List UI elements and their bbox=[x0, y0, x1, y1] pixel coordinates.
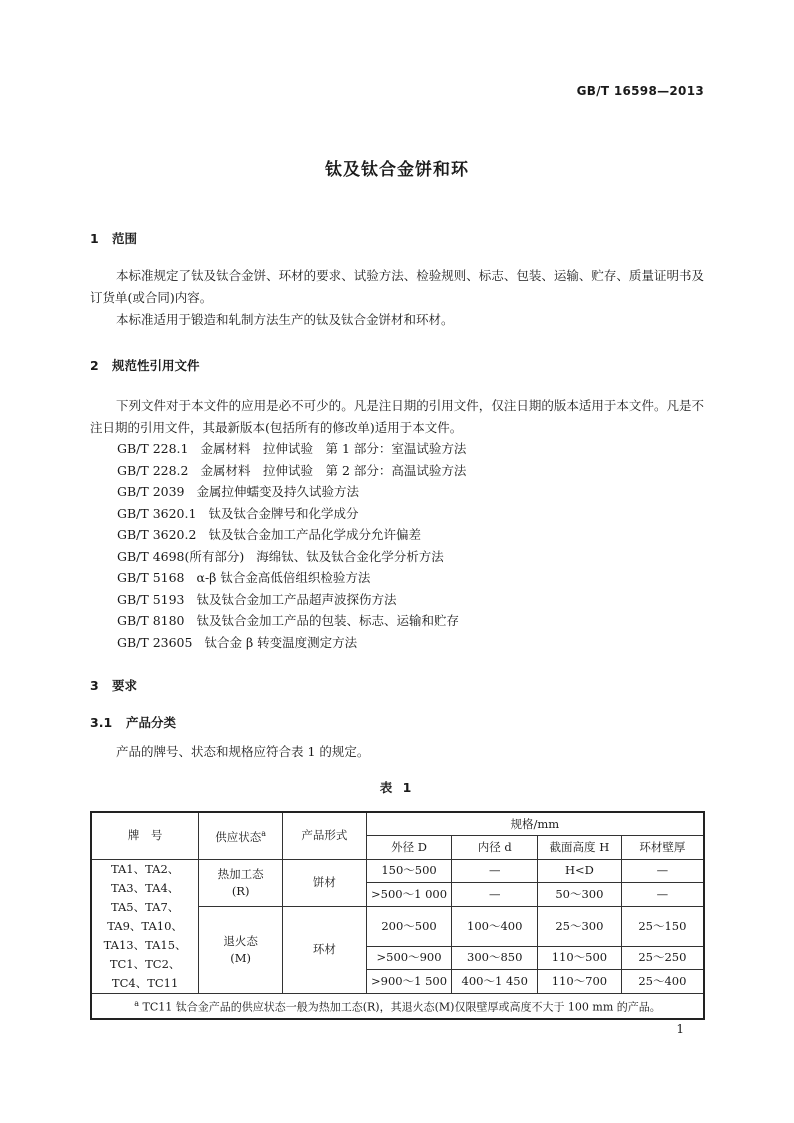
reference-title: 海绵钛、钛及钛合金化学分析方法 bbox=[256, 548, 444, 564]
inner-diameter-cell: — bbox=[452, 883, 538, 907]
section-number: 2 bbox=[90, 358, 99, 373]
reference-code: GB/T 3620.2 bbox=[117, 527, 197, 542]
reference-code: GB/T 5168 bbox=[117, 570, 185, 585]
reference-code: GB/T 228.1 bbox=[117, 441, 189, 456]
section-2-heading bbox=[90, 356, 200, 374]
inner-diameter-cell: 300～850 bbox=[452, 946, 538, 970]
paragraph: 下列文件对于本文件的应用是必不可少的。凡是注日期的引用文件，仅注日期的版本适用于本文件。凡是不注日期的引用文件，其最新版本(包括所有的修改单)适用于本文件。 bbox=[90, 398, 704, 435]
reference-code: GB/T 23605 bbox=[117, 634, 193, 650]
reference-item bbox=[117, 503, 466, 525]
section-height-cell: 110～700 bbox=[538, 970, 622, 994]
reference-title: 金属材料 拉伸试验 第 2 部分：高温试验方法 bbox=[200, 462, 467, 478]
reference-item bbox=[117, 632, 466, 654]
section-height-cell: H<D bbox=[538, 859, 622, 883]
outer-diameter-cell: >500～900 bbox=[366, 946, 452, 970]
outer-diameter-cell: 200～500 bbox=[366, 906, 452, 946]
section-number: 3 bbox=[90, 678, 99, 693]
standard-number: GB/T 16598—2013 bbox=[576, 84, 704, 98]
reference-item bbox=[117, 460, 466, 482]
reference-title: 钛及钛合金加工产品的包装、标志、运输和贮存 bbox=[196, 613, 460, 628]
reference-title: α-β 钛合金高低倍组织检验方法 bbox=[196, 570, 371, 585]
reference-code: GB/T 228.2 bbox=[117, 462, 189, 478]
reference-code: GB/T 8180 bbox=[117, 613, 185, 628]
outer-diameter-cell: 150～500 bbox=[366, 859, 452, 883]
table-caption: 表 1 bbox=[379, 780, 415, 795]
inner-diameter-cell: — bbox=[452, 859, 538, 883]
wall-thickness-cell: — bbox=[621, 883, 704, 907]
document-title: 钛及钛合金饼和环 bbox=[325, 160, 469, 180]
reference-item bbox=[117, 438, 466, 460]
section-height-cell: 50～300 bbox=[538, 883, 622, 907]
reference-code: GB/T 3620.1 bbox=[117, 505, 197, 521]
paragraph: 产品的牌号、状态和规格应符合表 1 的规定。 bbox=[116, 744, 370, 759]
section-2-intro bbox=[90, 395, 704, 439]
footnote-marker: a bbox=[134, 999, 139, 1009]
reference-code: GB/T 4698(所有部分) bbox=[117, 548, 245, 564]
wall-thickness-cell: 25～150 bbox=[621, 906, 704, 946]
section-3-heading bbox=[90, 676, 137, 694]
inner-diameter-cell: 400～1 450 bbox=[452, 970, 538, 994]
page-number: 1 bbox=[676, 1022, 684, 1036]
section-1-body bbox=[90, 265, 704, 331]
footnote-text: TC11 钛合金产品的供应状态一般为热加工态(R)，其退火态(M)仅限壁厚或高度不大于 100 mm 的产品。 bbox=[142, 1000, 661, 1014]
header-spec: 规格/mm bbox=[366, 812, 704, 836]
section-title: 要求 bbox=[112, 678, 138, 693]
wall-thickness-cell: — bbox=[621, 859, 704, 883]
reference-title: 钛及钛合金加工产品化学成分允许偏差 bbox=[208, 527, 421, 542]
wall-thickness-cell: 25～400 bbox=[621, 970, 704, 994]
header-grade: 牌 号 bbox=[91, 812, 199, 859]
reference-title: 钛及钛合金牌号和化学成分 bbox=[208, 505, 359, 521]
paragraph: 本标准适用于锻造和轧制方法生产的钛及钛合金饼材和环材。 bbox=[116, 312, 454, 327]
section-title: 规范性引用文件 bbox=[112, 358, 200, 373]
header-section-height: 截面高度 H bbox=[538, 836, 622, 860]
paragraph: 本标准规定了钛及钛合金饼、环材的要求、试验方法、检验规则、标志、包装、运输、贮存、质量证明书及订货单(或合同)内容。 bbox=[90, 268, 704, 305]
header-state bbox=[199, 812, 283, 859]
section-height-cell: 25～300 bbox=[538, 906, 622, 946]
reference-title: 金属拉伸蠕变及持久试验方法 bbox=[196, 484, 360, 499]
state-hot-cell: 热加工态(R) bbox=[199, 859, 283, 906]
reference-item bbox=[117, 589, 466, 611]
section-title: 范围 bbox=[112, 231, 138, 246]
reference-list bbox=[117, 438, 466, 653]
header-wall-thickness: 环材壁厚 bbox=[621, 836, 704, 860]
reference-item bbox=[117, 546, 466, 568]
section-1-heading bbox=[90, 229, 137, 247]
section-title: 产品分类 bbox=[126, 715, 177, 730]
reference-title: 钛及钛合金加工产品超声波探伤方法 bbox=[196, 591, 397, 607]
table-row bbox=[91, 859, 704, 883]
reference-code: GB/T 5193 bbox=[117, 591, 185, 607]
outer-diameter-cell: >900～1 500 bbox=[366, 970, 452, 994]
state-annealed-cell: 退火态(M) bbox=[199, 906, 283, 993]
reference-item bbox=[117, 567, 466, 589]
table-note-row bbox=[91, 993, 704, 1019]
section-3-1-body bbox=[90, 741, 704, 763]
reference-item bbox=[117, 524, 466, 546]
reference-code: GB/T 2039 bbox=[117, 484, 185, 499]
grades-cell: TA1、TA2、TA3、TA4、TA5、TA7、TA9、TA10、TA13、TA15、TC1、TC2、TC4、TC11 bbox=[91, 859, 199, 993]
table-footnote bbox=[91, 993, 704, 1019]
header-state-label: 供应状态 bbox=[215, 830, 262, 845]
reference-item bbox=[117, 481, 466, 503]
form-cake-cell: 饼材 bbox=[283, 859, 367, 906]
wall-thickness-cell: 25～250 bbox=[621, 946, 704, 970]
section-height-cell: 110～500 bbox=[538, 946, 622, 970]
reference-title: 钛合金 β 转变温度测定方法 bbox=[204, 634, 358, 650]
section-number: 1 bbox=[90, 231, 99, 246]
reference-item bbox=[117, 610, 466, 632]
specification-table bbox=[90, 811, 705, 1020]
section-3-1-heading bbox=[90, 713, 176, 731]
header-outer-diameter: 外径 D bbox=[366, 836, 452, 860]
header-form: 产品形式 bbox=[283, 812, 367, 859]
footnote-marker: a bbox=[261, 829, 267, 839]
form-ring-cell: 环材 bbox=[283, 906, 367, 993]
reference-title: 金属材料 拉伸试验 第 1 部分：室温试验方法 bbox=[200, 441, 467, 456]
outer-diameter-cell: >500～1 000 bbox=[366, 883, 452, 907]
inner-diameter-cell: 100～400 bbox=[452, 906, 538, 946]
section-number: 3.1 bbox=[90, 715, 113, 730]
table-header-row bbox=[91, 812, 704, 836]
header-inner-diameter: 内径 d bbox=[452, 836, 538, 860]
